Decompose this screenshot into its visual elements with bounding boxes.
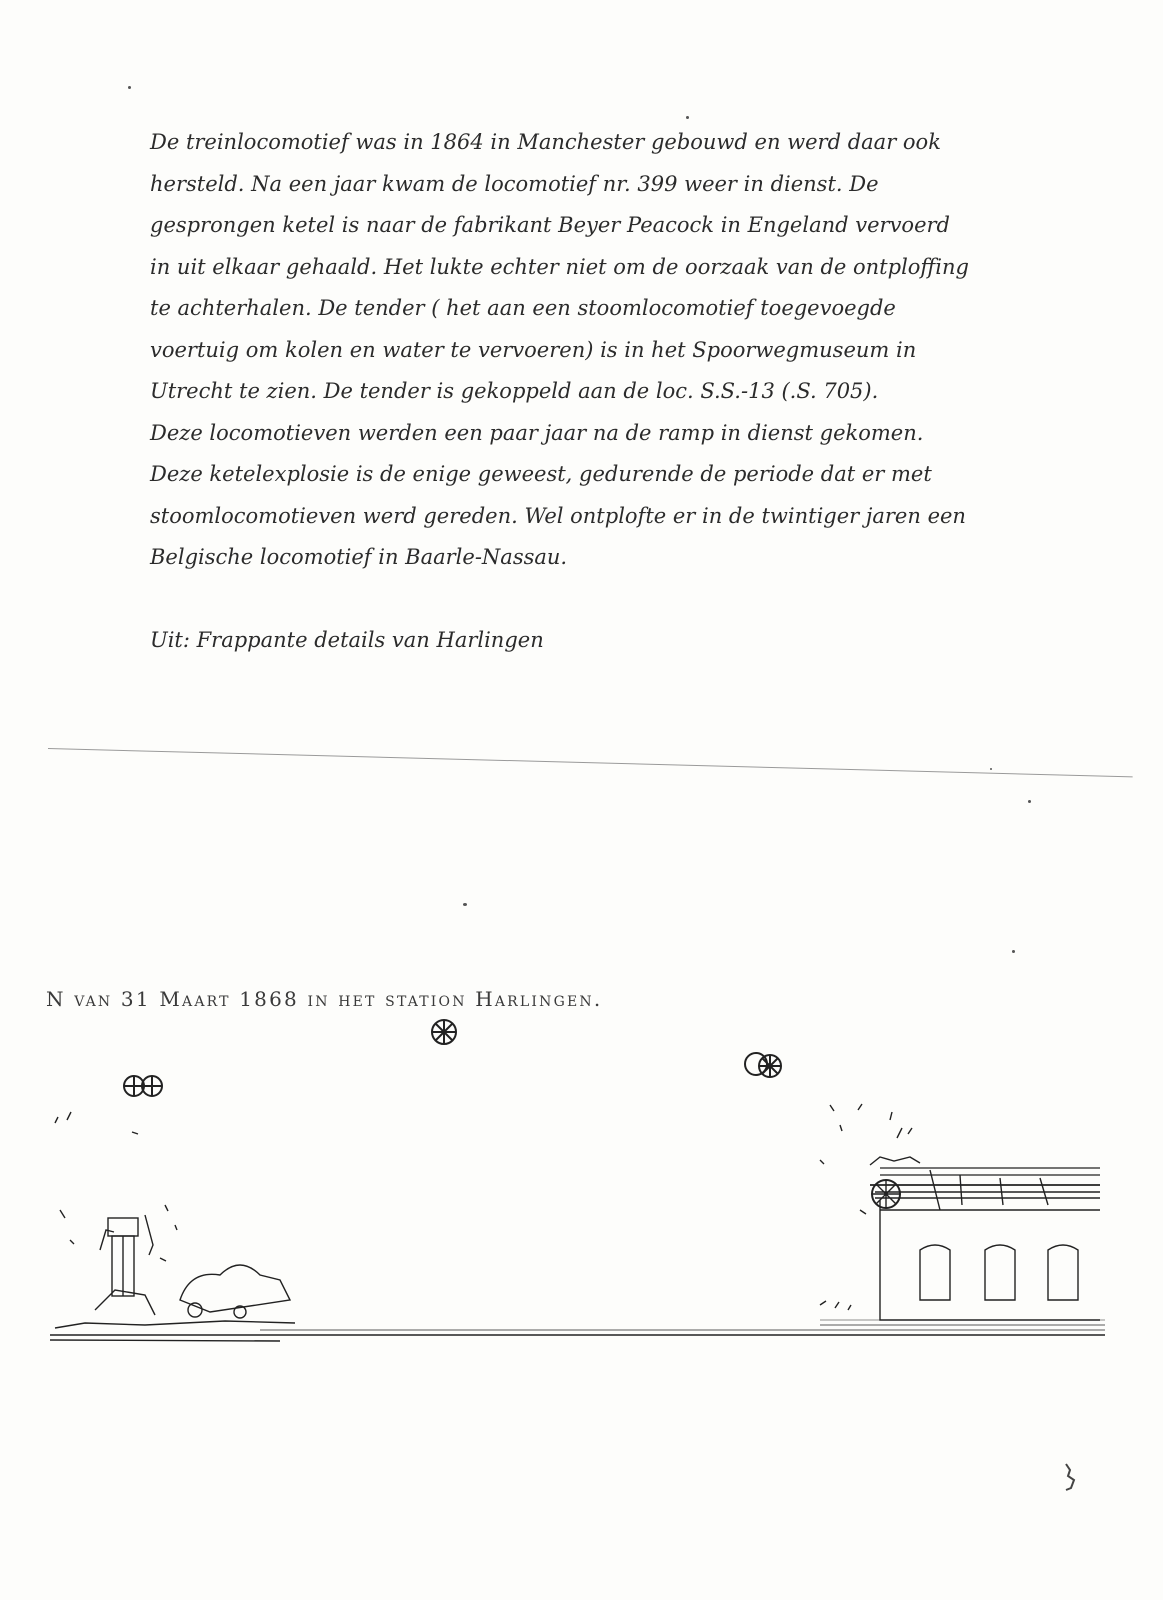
debris: [55, 1104, 912, 1214]
text-line: stoomlocomotieven werd gereden. Wel ontplofte er in de twintiger jaren een: [150, 503, 966, 528]
flying-wheel: [432, 1020, 456, 1044]
text-line: hersteld. Na een jaar kwam de locomotief nr. 399 weer in dienst. De: [150, 171, 879, 196]
text-line: De treinlocomotief was in 1864 in Manchester gebouwd en werd daar ook: [150, 130, 941, 154]
text-line: Deze locomotieven werden een paar jaar na de ramp in dienst gekomen.: [150, 420, 924, 445]
scan-speck: [463, 903, 467, 906]
flying-wheel: [745, 1053, 781, 1077]
corner-smudge: [1062, 1462, 1078, 1492]
arched-window: [920, 1245, 950, 1300]
scan-speck: [1012, 950, 1015, 953]
explosion-illustration: [0, 1010, 1163, 1380]
station-building: [820, 1157, 1100, 1320]
scan-speck: [990, 768, 992, 770]
text-line: Deze ketelexplosie is de enige geweest, gedurende de periode dat er met: [150, 462, 932, 486]
scan-speck: [1028, 800, 1031, 803]
text-line: te achterhalen. De tender ( het aan een stoomlocomotief toegevoegde: [150, 296, 896, 320]
locomotive-wreck: [55, 1205, 295, 1328]
source-citation: Uit: Frappante details van Harlingen: [150, 628, 544, 652]
text-line: Utrecht te zien. De tender is gekoppeld aan de loc. S.S.-13 (.S. 705).: [150, 379, 879, 403]
body-text: [150, 122, 1010, 579]
scan-speck: [128, 86, 131, 89]
text-line: Belgische locomotief in Baarle-Nassau.: [150, 545, 568, 569]
flying-wheel: [124, 1076, 162, 1096]
illustration-caption: N van 31 Maart 1868 in het station Harlingen.: [46, 987, 603, 1011]
arched-window: [985, 1245, 1015, 1300]
text-line: gesprongen ketel is naar de fabrikant Beyer Peacock in Engeland vervoerd: [150, 213, 950, 237]
divider-line: [48, 748, 1133, 777]
text-line: voertuig om kolen en water te vervoeren) is in het Spoorwegmuseum in: [150, 337, 917, 362]
rail-line: [50, 1340, 280, 1341]
arched-window: [1048, 1245, 1078, 1300]
text-line: in uit elkaar gehaald. Het lukte echter niet om de oorzaak van de ontploffing: [150, 254, 969, 279]
scan-speck: [686, 116, 689, 119]
